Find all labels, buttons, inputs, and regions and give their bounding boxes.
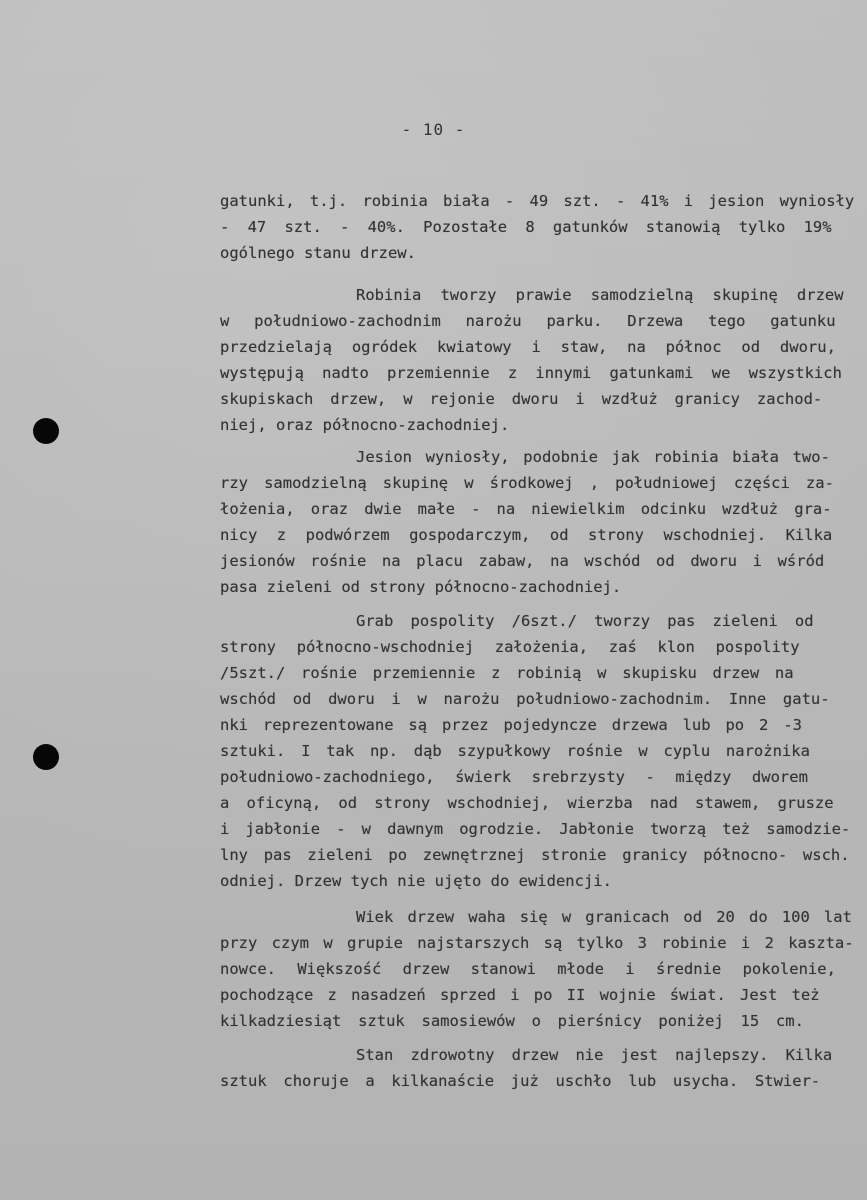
text-line: odniej. Drzew tych nie ujęto do ewidencji.: [220, 872, 612, 890]
text-line: sztuk choruje a kilkanaście już uschło lub usycha. Stwier-: [220, 1072, 821, 1090]
text-line: Robinia tworzy prawie samodzielną skupinę drzew: [356, 286, 844, 304]
text-line: i jabłonie - w dawnym ogrodzie. Jabłonie tworzą też samodzie-: [220, 820, 851, 838]
text-line: przedzielają ogródek kwiatowy i staw, na północ od dworu,: [220, 338, 836, 356]
text-line: łożenia, oraz dwie małe - na niewielkim odcinku wzdłuż gra-: [220, 500, 832, 518]
page-number: - 10 -: [401, 120, 466, 139]
text-line: ogólnego stanu drzew.: [220, 244, 416, 262]
text-line: lny pas zieleni po zewnętrznej stronie granicy północno- wsch.: [220, 846, 850, 864]
text-line: pochodzące z nasadzeń sprzed i po II wojnie świat. Jest też: [220, 986, 820, 1004]
text-line: wschód od dworu i w narożu południowo-zachodnim. Inne gatu-: [220, 690, 830, 708]
text-line: a oficyną, od strony wschodniej, wierzba nad stawem, grusze: [220, 794, 834, 812]
text-line: występują nadto przemiennie z innymi gatunkami we wszystkich: [220, 364, 842, 382]
text-line: w południowo-zachodnim narożu parku. Drzewa tego gatunku: [220, 312, 836, 330]
text-line: gatunki, t.j. robinia biała - 49 szt. - 41% i jesion wyniosły: [220, 192, 855, 210]
text-line: /5szt./ rośnie przemiennie z robinią w skupisku drzew na: [220, 664, 794, 682]
text-line: skupiskach drzew, w rejonie dworu i wzdłuż granicy zachod-: [220, 390, 823, 408]
text-line: pasa zieleni od strony północno-zachodniej.: [220, 578, 622, 596]
text-line: przy czym w grupie najstarszych są tylko 3 robinie i 2 kaszta-: [220, 934, 854, 952]
text-line: sztuki. I tak np. dąb szypułkowy rośnie w cyplu narożnika: [220, 742, 810, 760]
text-line: strony północno-wschodniej założenia, zaś klon pospolity: [220, 638, 800, 656]
text-line: nicy z podwórzem gospodarczym, od strony wschodniej. Kilka: [220, 526, 833, 544]
text-line: Grab pospolity /6szt./ tworzy pas zieleni od: [356, 612, 814, 630]
text-line: - 47 szt. - 40%. Pozostałe 8 gatunków stanowią tylko 19%: [220, 218, 832, 236]
text-line: kilkadziesiąt sztuk samosiewów o pierśnicy poniżej 15 cm.: [220, 1012, 804, 1030]
text-line: Wiek drzew waha się w granicach od 20 do 100 lat: [356, 908, 852, 926]
punch-hole-icon: [33, 744, 59, 770]
text-line: niej, oraz północno-zachodniej.: [220, 416, 510, 434]
text-line: jesionów rośnie na placu zabaw, na wschód od dworu i wśród: [220, 552, 825, 570]
punch-hole-icon: [33, 418, 59, 444]
text-line: rzy samodzielną skupinę w środkowej , południowej części za-: [220, 474, 834, 492]
text-line: Jesion wyniosły, podobnie jak robinia biała two-: [356, 448, 830, 466]
text-line: nowce. Większość drzew stanowi młode i średnie pokolenie,: [220, 960, 836, 978]
text-line: nki reprezentowane są przez pojedyncze drzewa lub po 2 -3: [220, 716, 802, 734]
text-line: Stan zdrowotny drzew nie jest najlepszy. Kilka: [356, 1046, 833, 1064]
text-line: południowo-zachodniego, świerk srebrzysty - między dworem: [220, 768, 808, 786]
